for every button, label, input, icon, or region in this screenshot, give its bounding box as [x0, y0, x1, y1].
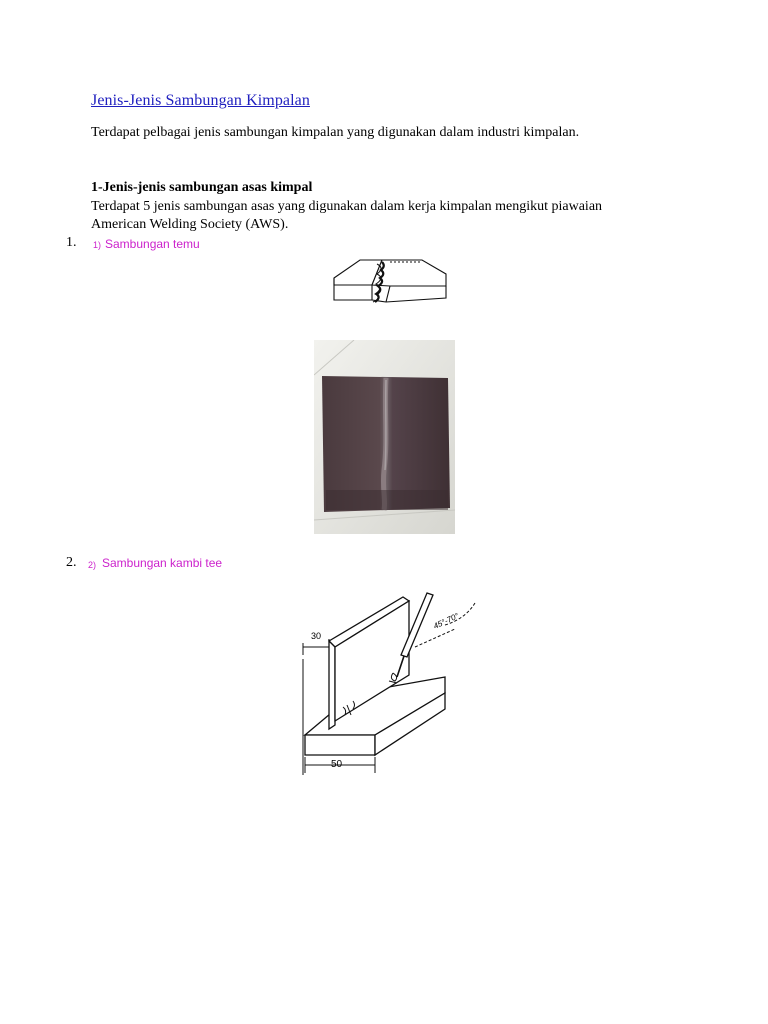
list-number-2: 2.: [66, 555, 77, 570]
section-paragraph-line1: Terdapat 5 jenis sambungan asas yang digunakan dalam kerja kimpalan mengikut piawaian: [91, 199, 603, 214]
section-paragraph-line2: American Welding Society (AWS).: [91, 217, 289, 232]
butt-joint-drawing: [330, 256, 450, 318]
item-label-1: Sambungan temu: [105, 237, 200, 251]
angle-label: 45°-70°: [432, 611, 461, 631]
section-heading: 1-Jenis-jenis sambungan asas kimpal: [91, 180, 313, 195]
document-title[interactable]: Jenis-Jenis Sambungan Kimpalan: [91, 92, 310, 109]
sub-number-2: 2): [88, 560, 97, 570]
dim-bottom-label: 50: [331, 759, 343, 770]
tee-joint-drawing: [295, 585, 495, 780]
butt-joint-photo: [314, 340, 455, 534]
sub-number-1: 1): [93, 240, 102, 250]
list-number-1: 1.: [66, 235, 77, 250]
dim-top-label: 30: [311, 631, 322, 641]
item-label-2: Sambungan kambi tee: [102, 556, 223, 570]
section-paragraph: [91, 198, 671, 234]
intro-paragraph: Terdapat pelbagai jenis sambungan kimpalan yang digunakan dalam industri kimpalan.: [91, 125, 580, 140]
